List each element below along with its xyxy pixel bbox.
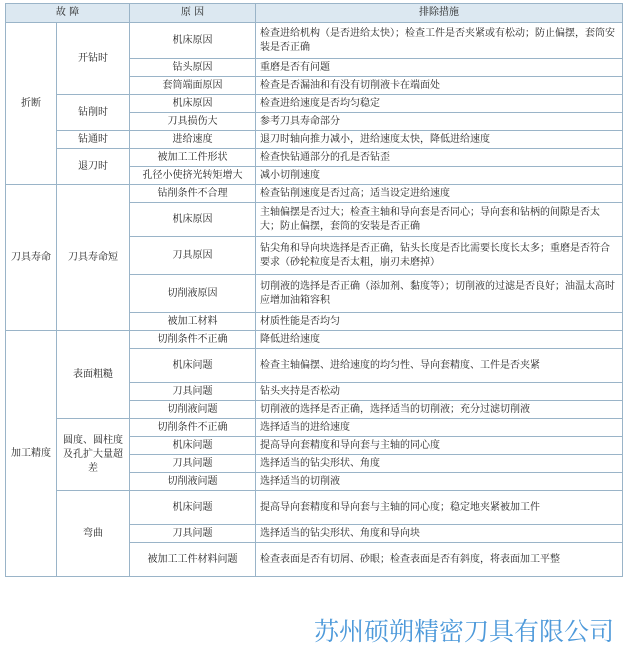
measure-cell: 检查快钻通部分的孔是否钻歪 [256,149,623,167]
company-watermark: 苏州硕朔精密刀具有限公司 [314,617,615,646]
cause-cell: 机床原因 [130,95,256,113]
measure-cell: 材质性能是否均匀 [256,313,623,331]
measure-cell: 检查进给速度是否均匀稳定 [256,95,623,113]
cause-cell: 刀具原因 [130,237,256,275]
measure-cell: 钻尖角和导向块选择是否正确，钻头长度是否比需要长度长太多；重磨是否符合要求（砂轮粒度是否太粗，崩刃未磨掉） [256,237,623,275]
header-fault: 故 障 [6,4,130,23]
measure-cell: 检查进给机构（是否进给太快）；检查工件是否夹紧或有松动；防止偏摆，套筒安装是否正确 [256,23,623,59]
table-row [6,331,623,349]
fault-situation: 刀具寿命短 [57,185,130,331]
cause-cell: 机床问题 [130,437,256,455]
cause-cell: 机床问题 [130,349,256,383]
measure-cell: 切削液的选择是否正确，选择适当的切削液；充分过滤切削液 [256,401,623,419]
measure-cell: 退刀时轴向推力减小，进给速度太快，降低进给速度 [256,131,623,149]
measure-cell: 降低进给速度 [256,331,623,349]
fault-situation: 表面粗糙 [57,331,130,419]
measure-cell: 提高导向套精度和导向套与主轴的同心度 [256,437,623,455]
fault-situation: 钻削时 [57,95,130,131]
cause-cell: 孔径小使挤光转矩增大 [130,167,256,185]
cause-cell: 刀具问题 [130,525,256,543]
table-row [6,419,623,437]
measure-cell: 选择适当的切削液 [256,473,623,491]
measure-cell: 钻头夹持是否松动 [256,383,623,401]
fault-situation: 弯曲 [57,491,130,577]
cause-cell: 钻削条件不合理 [130,185,256,203]
table-row [6,149,623,167]
cause-cell: 进给速度 [130,131,256,149]
measure-cell: 切削液的选择是否正确（添加剂、黏度等）；切削液的过滤是否良好；油温太高时应增加油箱容积 [256,275,623,313]
table-row [6,95,623,113]
measure-cell: 检查表面是否有切屑、砂眼；检查表面是否有斜度，将表面加工平整 [256,543,623,577]
cause-cell: 钻头原因 [130,59,256,77]
cause-cell: 切削液问题 [130,473,256,491]
measure-cell: 选择适当的钻尖形状、角度和导向块 [256,525,623,543]
cause-cell: 切削液原因 [130,275,256,313]
table-header-row [6,4,623,23]
cause-cell: 套筒端面原因 [130,77,256,95]
measure-cell: 选择适当的进给速度 [256,419,623,437]
measure-cell: 重磨是否有问题 [256,59,623,77]
cause-cell: 机床问题 [130,491,256,525]
measure-cell: 选择适当的钻尖形状、角度 [256,455,623,473]
fault-situation: 退刀时 [57,149,130,185]
table-body [6,23,623,577]
cause-cell: 被加工材料 [130,313,256,331]
cause-cell: 机床原因 [130,203,256,237]
table-row [6,23,623,59]
cause-cell: 切削液问题 [130,401,256,419]
fault-category: 刀具寿命 [6,185,57,331]
table-row [6,491,623,525]
cause-cell: 被加工工件形状 [130,149,256,167]
cause-cell: 被加工工件材料问题 [130,543,256,577]
fault-situation: 开钻时 [57,23,130,95]
table-row [6,185,623,203]
cause-cell: 刀具损伤大 [130,113,256,131]
cause-cell: 刀具问题 [130,383,256,401]
fault-category: 折断 [6,23,57,185]
cause-cell: 刀具问题 [130,455,256,473]
cause-cell: 机床原因 [130,23,256,59]
measure-cell: 检查钻削速度是否过高；适当设定进给速度 [256,185,623,203]
troubleshooting-table [5,3,623,577]
measure-cell: 参考刀具寿命部分 [256,113,623,131]
measure-cell: 减小切削速度 [256,167,623,185]
header-cause: 原 因 [130,4,256,23]
fault-situation: 钻通时 [57,131,130,149]
cause-cell: 切削条件不正确 [130,331,256,349]
measure-cell: 主轴偏摆是否过大；检查主轴和导向套是否同心；导向套和钻柄的间隙是否太大；防止偏摆，套筒的安装是否正确 [256,203,623,237]
measure-cell: 提高导向套精度和导向套与主轴的同心度；稳定地夹紧被加工件 [256,491,623,525]
measure-cell: 检查主轴偏摆、进给速度的均匀性、导向套精度、工件是否夹紧 [256,349,623,383]
fault-category: 加工精度 [6,331,57,577]
fault-situation: 圆度、圆柱度及孔扩大量超差 [57,419,130,491]
measure-cell: 检查是否漏油和有没有切削液卡在端面处 [256,77,623,95]
cause-cell: 切削条件不正确 [130,419,256,437]
table-row [6,131,623,149]
header-measure: 排除措施 [256,4,623,23]
